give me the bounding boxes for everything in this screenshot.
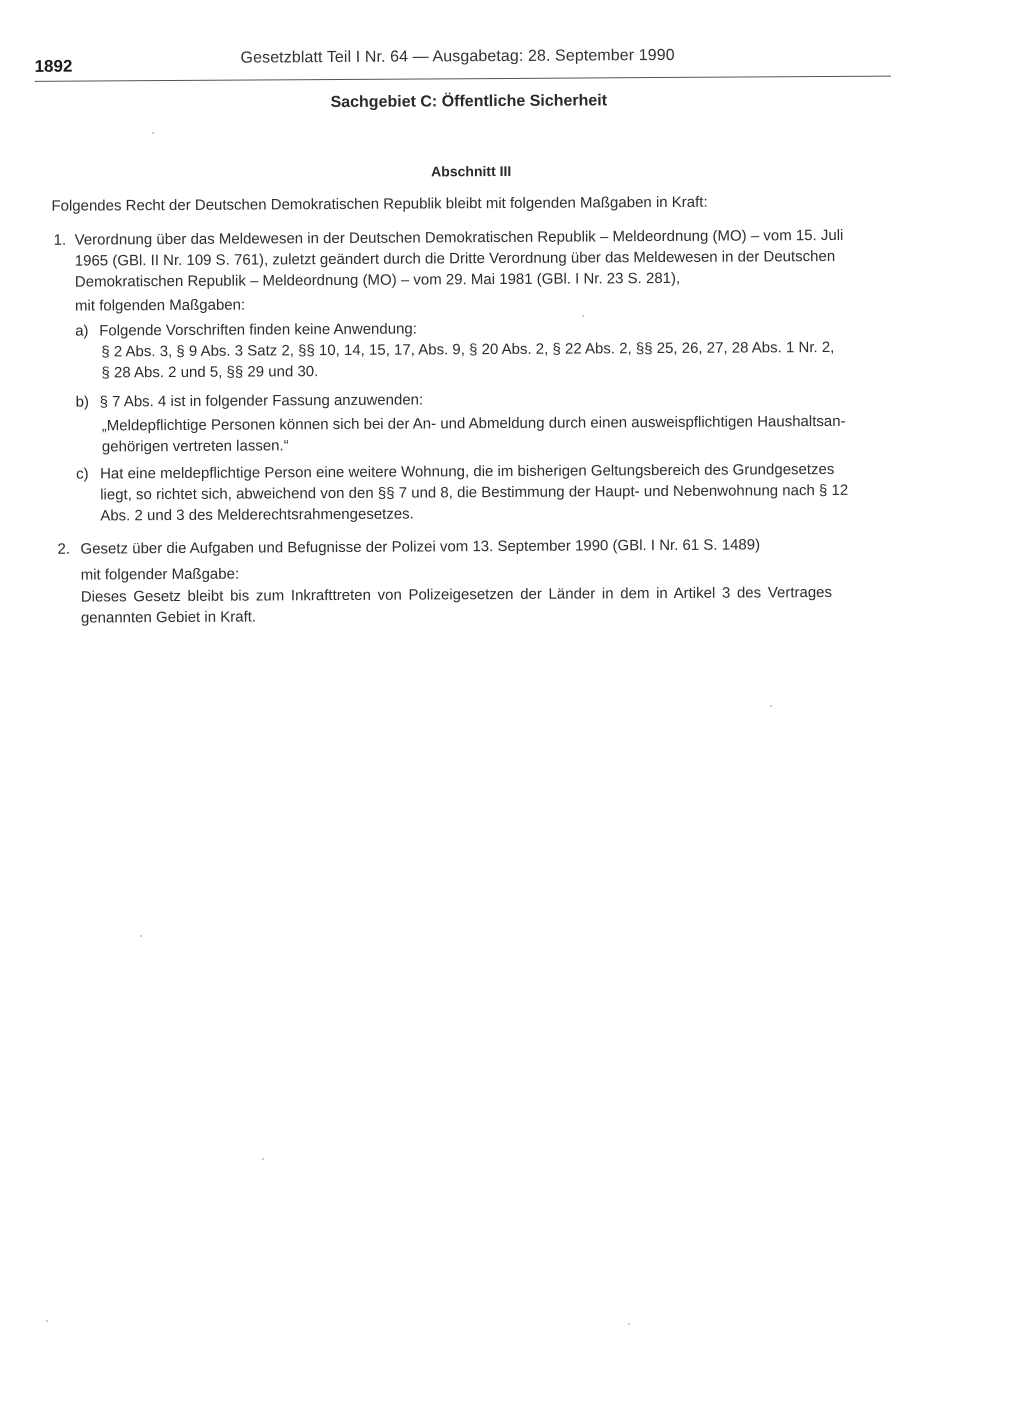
section-heading: Sachgebiet C: Öffentliche Sicherheit — [330, 92, 608, 112]
item-1-line: Verordnung über das Meldewesen in der Deutschen Demokratischen Republik – Meldeordnung (MO) – vom 15. Juli — [74, 226, 844, 249]
scan-speck — [140, 935, 142, 937]
scan-speck — [628, 1323, 630, 1325]
scan-speck — [262, 1158, 264, 1160]
page-header — [34, 46, 890, 79]
item-2-detail-line: genannten Gebiet in Kraft. — [80, 608, 257, 627]
item-1b-quote-line: „Meldepflichtige Personen können sich bei der An- und Abmeldung durch einen ausweispflichtigen Haushaltsan- — [101, 412, 846, 435]
page-number: 1892 — [34, 56, 73, 76]
item-1b-label: b) — [75, 393, 90, 411]
item-1c-line: liegt, so richtet sich, abweichend von den §§ 7 und 8, die Bestimmung der Haupt- und Nebenwohnung nach § 12 — [100, 481, 849, 504]
item-2-text: Gesetz über die Aufgaben und Befugnisse der Polizei vom 13. September 1990 (GBl. I Nr. 61 S. 1489) — [80, 536, 761, 558]
scan-speck — [152, 132, 154, 134]
item-1c-label: c) — [76, 465, 89, 483]
item-2-detail-line: Dieses Gesetz bleibt bis zum Inkrafttreten von Polizeigesetzen der Länder in dem in Artikel 3 des Vertrages — [80, 583, 833, 606]
item-1a-detail-line: § 2 Abs. 3, § 9 Abs. 3 Satz 2, §§ 10, 14, 15, 17, Abs. 9, § 20 Abs. 2, § 22 Abs. 2, §§ 25, 26, 27, 28 Abs. 1 Nr. 2, — [101, 338, 835, 361]
item-1b-text: § 7 Abs. 4 ist in folgender Fassung anzuwenden: — [99, 391, 424, 411]
item-1-line: 1965 (GBl. II Nr. 109 S. 761), zuletzt geändert durch die Dritte Verordnung über das Meldewesen in der Deutschen — [74, 247, 836, 270]
item-2-number: 2. — [57, 540, 71, 558]
scan-speck — [770, 705, 772, 707]
scan-speck — [582, 315, 584, 317]
intro-paragraph: Folgendes Recht der Deutschen Demokratischen Republik bleibt mit folgenden Maßgaben in Kraft: — [51, 193, 708, 215]
item-1-number: 1. — [53, 231, 67, 249]
subsection-heading: Abschnitt III — [431, 162, 512, 180]
item-1a-detail-line: § 28 Abs. 2 und 5, §§ 29 und 30. — [101, 363, 319, 382]
item-1b-quote-line: gehörigen vertreten lassen.“ — [101, 437, 289, 456]
item-2-proviso-label: mit folgender Maßgabe: — [80, 565, 240, 584]
item-1-line: Demokratischen Republik – Meldeordnung (MO) – vom 29. Mai 1981 (GBl. I Nr. 23 S. 281), — [74, 269, 681, 291]
item-1a-text: Folgende Vorschriften finden keine Anwendung: — [99, 320, 417, 340]
item-1c-line: Abs. 2 und 3 des Melderechtsrahmengesetzes. — [100, 505, 414, 525]
item-1a-label: a) — [75, 322, 89, 340]
item-1c-line: Hat eine meldepflichtige Person eine weitere Wohnung, die im bisherigen Geltungsbereich des Grundgesetzes — [100, 460, 835, 483]
scan-speck — [46, 1320, 48, 1322]
running-title: Gesetzblatt Teil I Nr. 64 — Ausgabetag: 28. September 1990 — [240, 46, 675, 67]
item-1-provisos-label: mit folgenden Maßgaben: — [74, 296, 246, 315]
